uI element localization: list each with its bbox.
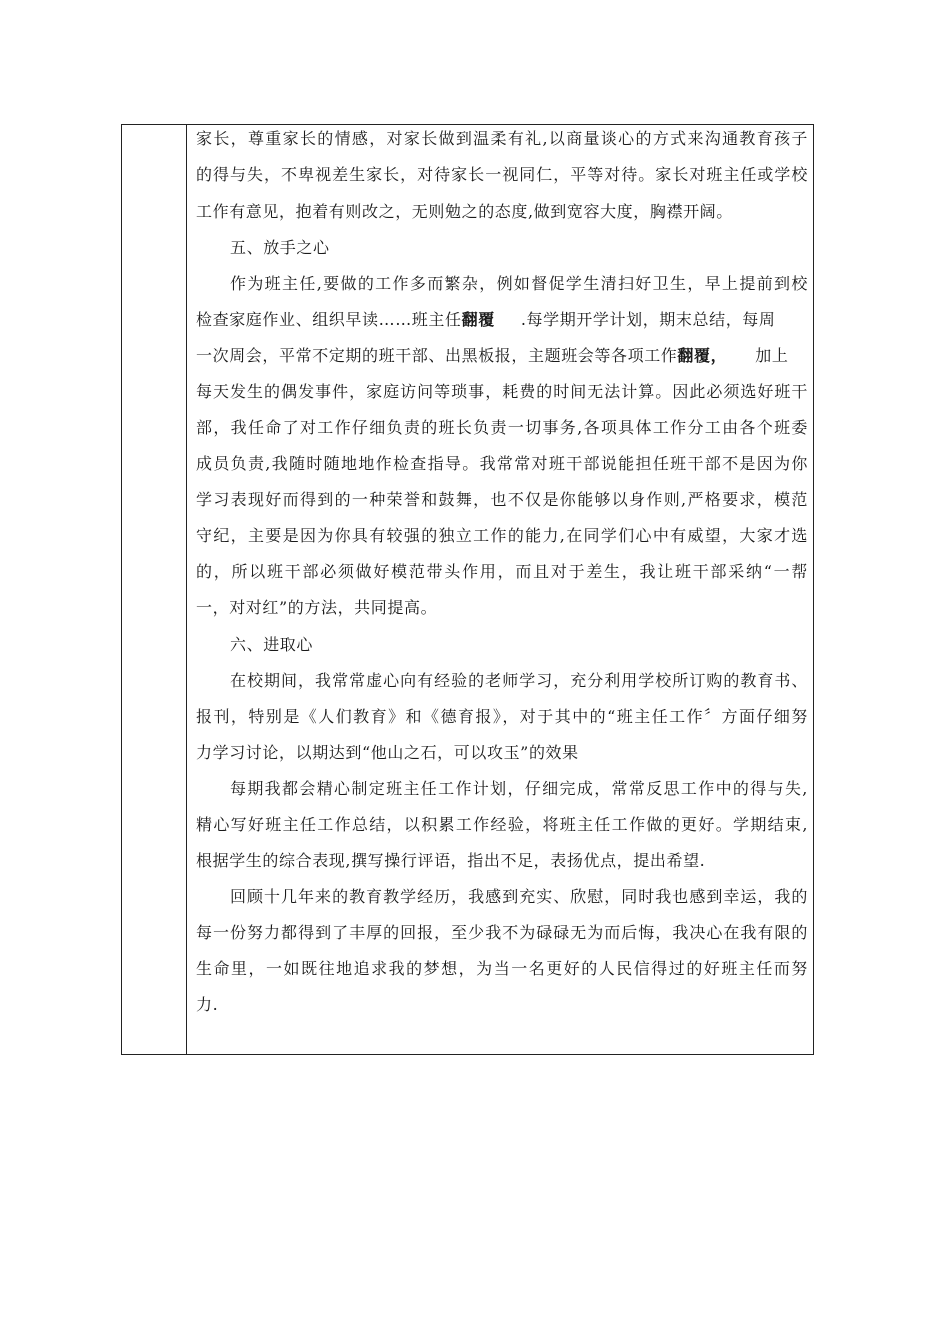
line-segment: .每学期开学计划，期末总结，每周: [520, 310, 776, 329]
paragraph-line: 学习表现好而得到的一种荣誉和鼓舞，也不仅是你能够以身作则,严格要求，模范: [196, 490, 808, 509]
paragraph-line: 力.: [196, 995, 219, 1014]
paragraph-line: 守纪，主要是因为你具有较强的独立工作的能力,在同学们心中有威望，大家才选: [196, 526, 808, 545]
paragraph-line: 在校期间，我常常虚心向有经验的老师学习，充分利用学校所订购的教育书、: [230, 671, 808, 690]
paragraph-line: 成员负责,我随时随地地作检查指导。我常常对班干部说能担任班干部不是因为你: [196, 454, 808, 473]
paragraph-line: 每一份努力都得到了丰厚的回报，至少我不为碌碌无为而后悔，我决心在我有限的: [196, 923, 808, 942]
paragraph-line: 根据学生的综合表现,撰写操行评语，指出不足，表扬优点，提出希望.: [196, 851, 706, 870]
paragraph-line: 生命里，一如既往地追求我的梦想，为当一名更好的人民信得过的好班主任而努: [196, 959, 808, 978]
paragraph-line: 力学习讨论，以期达到“他山之石，可以攻玉”的效果: [196, 743, 579, 762]
garbled-glyph: 翻覆: [461, 310, 495, 329]
document-table: [121, 124, 814, 1055]
garbled-glyph: 翻覆，: [677, 346, 728, 365]
section-heading: 六、进取心: [230, 635, 314, 654]
paragraph-line: 家长，尊重家长的情感，对家长做到温柔有礼,以商量谈心的方式来沟通教育孩子: [196, 129, 808, 148]
paragraph-line: 回顾十几年来的教育教学经历，我感到充实、欣慰，同时我也感到幸运，我的: [230, 887, 808, 906]
paragraph-line: [196, 346, 808, 366]
paragraph-line: 一，对对红”的方法，共同提高。: [196, 598, 438, 617]
paragraph-line: [196, 310, 808, 330]
paragraph-line: 作为班主任,要做的工作多而繁杂，例如督促学生清扫好卫生，早上提前到校: [230, 274, 808, 293]
paragraph-line: 部，我任命了对工作仔细负责的班长负责一切事务,各项具体工作分工由各个班委: [196, 418, 808, 437]
line-segment: 检查家庭作业、组织早读……班主任: [196, 310, 462, 329]
table-label-column: [122, 125, 187, 1054]
paragraph-line: 每期我都会精心制定班主任工作计划，仔细完成，常常反思工作中的得与失,: [230, 779, 808, 798]
section-heading: 五、放手之心: [230, 238, 330, 257]
paragraph-line: 工作有意见，抱着有则改之，无则勉之的态度,做到宽容大度，胸襟开阔。: [196, 202, 733, 221]
paragraph-line: 精心写好班主任工作总结，以积累工作经验，将班主任工作做的更好。学期结束,: [196, 815, 808, 834]
paragraph-line: 的，所以班干部必须做好模范带头作用，而且对于差生，我让班干部采纳“一帮: [196, 562, 808, 581]
paragraph-line: 每天发生的偶发事件，家庭访问等琐事，耗费的时间无法计算。因此必须选好班干: [196, 382, 808, 401]
line-segment: 一次周会，平常不定期的班干部、出黑板报，主题班会等各项工作: [196, 346, 678, 365]
paragraph-line: 报刊，特别是《人们教育》和《德育报》，对于其中的“班主任工作〞方面仔细努: [196, 707, 808, 726]
paragraph-line: 的得与失，不卑视差生家长，对待家长一视同仁，平等对待。家长对班主任或学校: [196, 165, 808, 184]
table-content-cell: [196, 125, 808, 1054]
line-segment: 加上: [755, 346, 789, 365]
